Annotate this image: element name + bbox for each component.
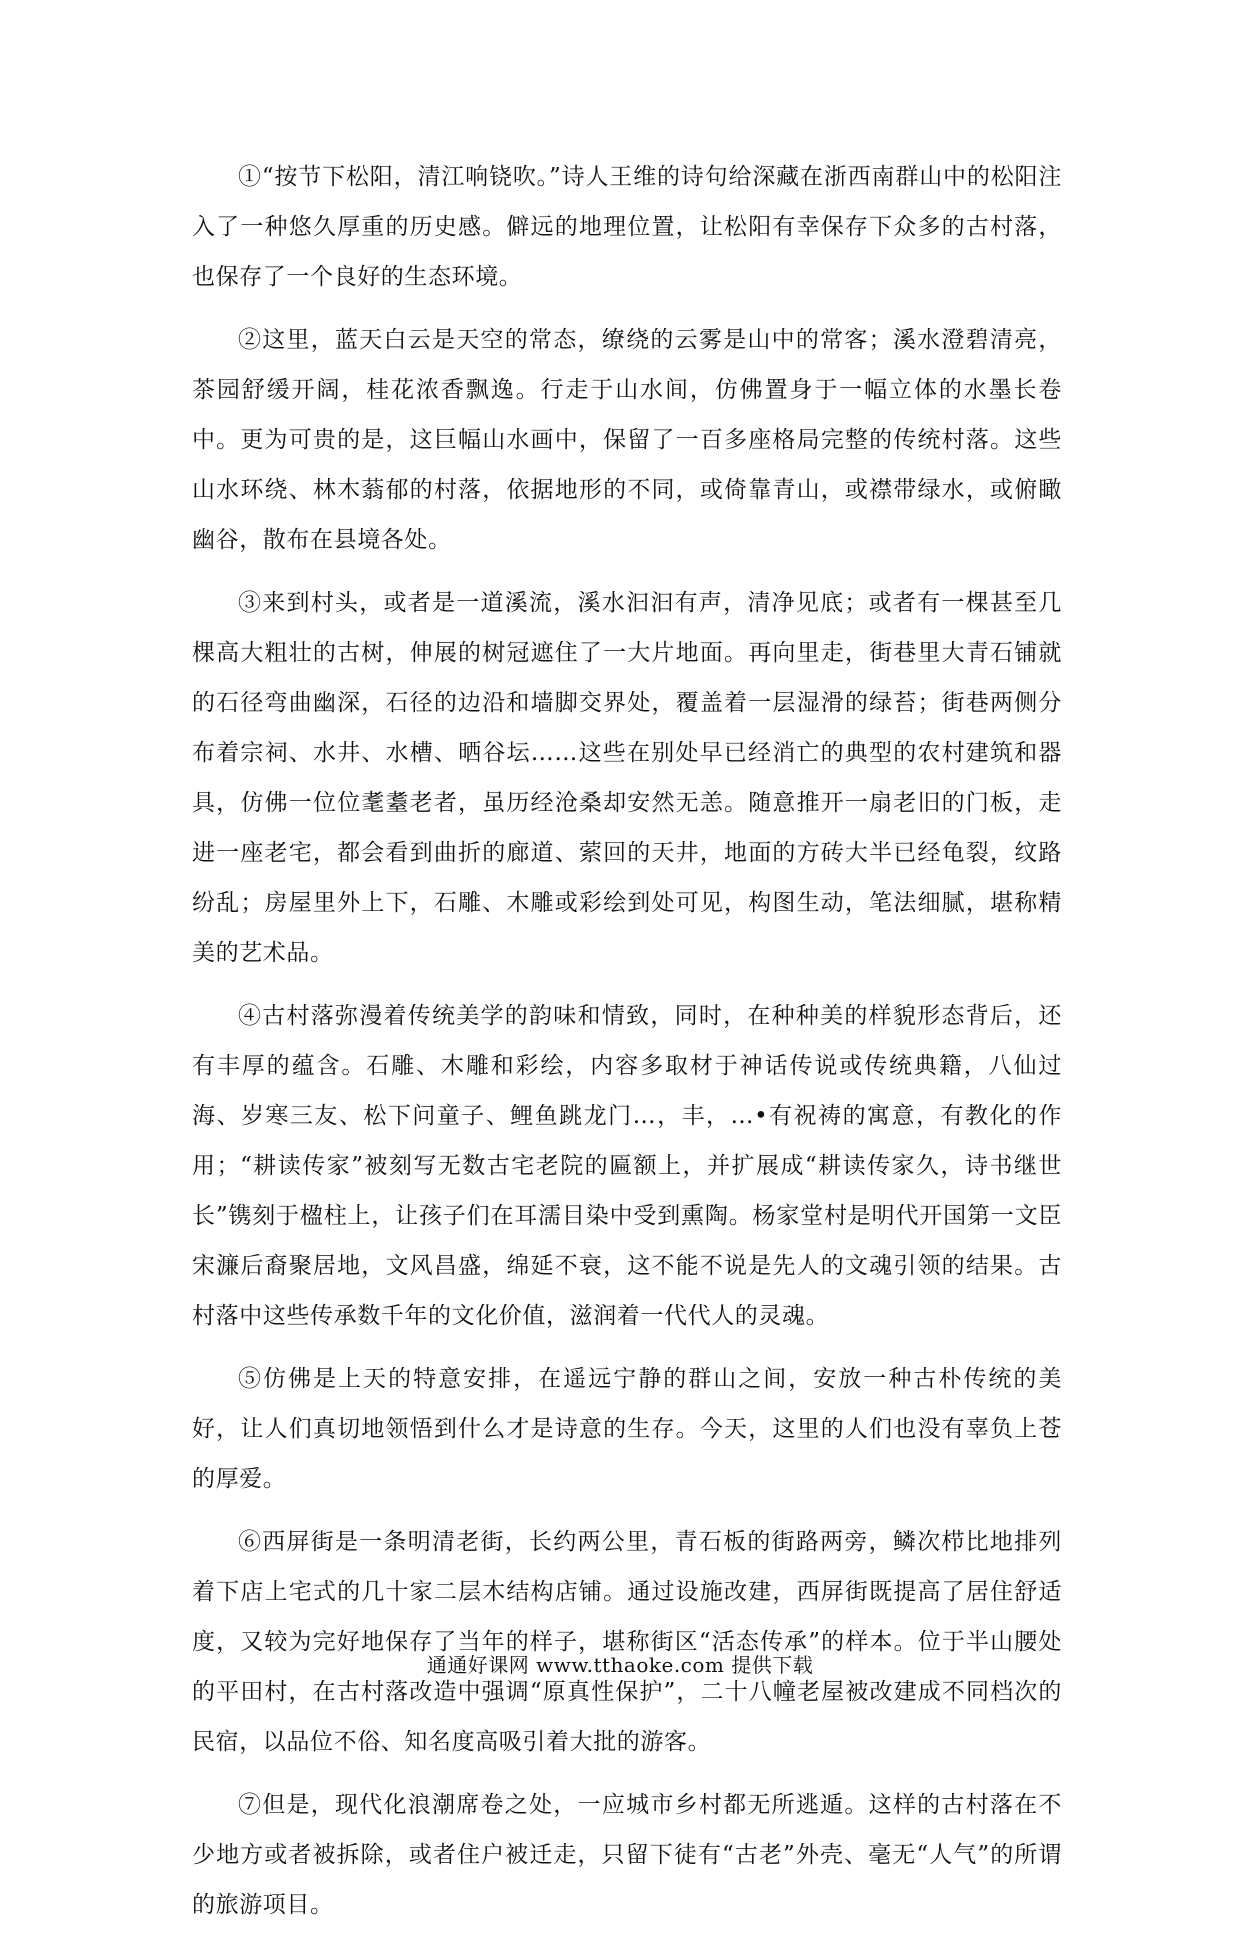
paragraph-5: ⑤仿佛是上天的特意安排，在遥远宁静的群山之间，安放一种古朴传统的美好，让人们真切地领悟到什么才是诗意的生存。今天，这里的人们也没有辜负上苍的厚爱。 [192,1366,1062,1492]
paragraph-7: ⑦但是，现代化浪潮席卷之处，一应城市乡村都无所逃遁。这样的古村落在不少地方或者被拆除，或者住户被迁走，只留下徒有“古老”外壳、毫无“人气”的所谓的旅游项目。 [192,1792,1062,1918]
paragraph-1: ①“按节下松阳，清江响铙吹。”诗人王维的诗句给深藏在浙西南群山中的松阳注入了一种悠久厚重的历史感。僻远的地理位置，让松阳有幸保存下众多的古村落，也保存了一个良好的生态环境。 [192,164,1062,290]
page-footer: 通通好课网 www.tthaoke.com 提供下载 [426,1653,814,1677]
paragraph-6: ⑥西屏街是一条明清老街，长约两公里，青石板的街路两旁，鳞次栉比地排列着下店上宅式的几十家二层木结构店铺。通过设施改建，西屏街既提高了居住舒适度，又较为完好地保存了当年的样子，堪称街区“活态传承”的样本。位于半山腰处的平田村，在古村落改造中强调“原真性保护”，二十八幢老屋被改建成不同档次的民宿，以品位不俗、知名度高吸引着大批的游客。 [192,1529,1062,1755]
paragraph-4: ④古村落弥漫着传统美学的韵味和情致，同时，在种种美的样貌形态背后，还有丰厚的蕴含。石雕、木雕和彩绘，内容多取材于神话传说或传统典籍，八仙过海、岁寒三友、松下问童子、鲤鱼跳龙门…，丰，…•有祝祷的寓意，有教化的作用；“耕读传家”被刻写无数古宅老院的匾额上，并扩展成“耕读传家久，诗书继世长”镌刻于楹柱上，让孩子们在耳濡目染中受到熏陶。杨家堂村是明代开国第一文臣宋濂后裔聚居地，文风昌盛，绵延不衰，这不能不说是先人的文魂引领的结果。古村落中这些传承数千年的文化价值，滋润着一代代人的灵魂。 [192,1003,1062,1329]
paragraph-3: ③来到村头，或者是一道溪流，溪水汩汩有声，清净见底；或者有一棵甚至几棵高大粗壮的古树，伸展的树冠遮住了一大片地面。再向里走，街巷里大青石铺就的石径弯曲幽深，石径的边沿和墙脚交界处，覆盖着一层湿滑的绿苔；街巷两侧分布着宗祠、水井、水槽、晒谷坛……这些在别处早已经消亡的典型的农村建筑和器具，仿佛一位位耄耋老者，虽历经沧桑却安然无恙。随意推开一扇老旧的门板，走进一座老宅，都会看到曲折的廊道、萦回的天井，地面的方砖大半已经龟裂，纹路纷乱；房屋里外上下，石雕、木雕或彩绘到处可见，构图生动，笔法细腻，堪称精美的艺术品。 [192,590,1062,966]
paragraph-2: ②这里，蓝天白云是天空的常态，缭绕的云雾是山中的常客；溪水澄碧清亮，茶园舒缓开阔，桂花浓香飘逸。行走于山水间，仿佛置身于一幅立体的水墨长卷中。更为可贵的是，这巨幅山水画中，保留了一百多座格局完整的传统村落。这些山水环绕、林木蓊郁的村落，依据地形的不同，或倚靠青山，或襟带绿水，或俯瞰幽谷，散布在县境各处。 [192,327,1062,553]
